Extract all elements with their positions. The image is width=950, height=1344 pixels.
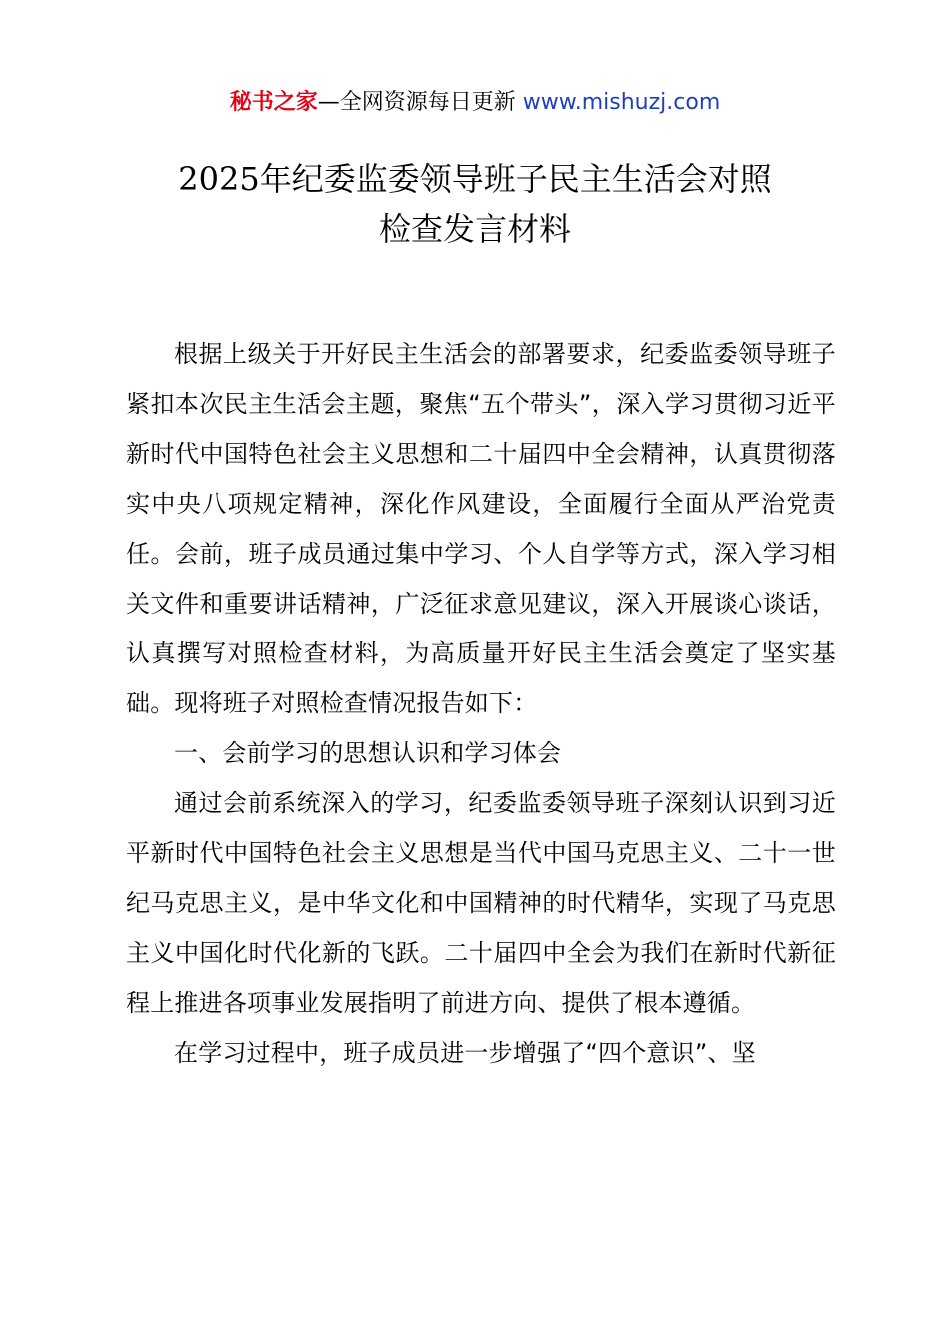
document-body: [126, 330, 836, 1079]
site-url-link[interactable]: www.mishuzj.com: [522, 90, 721, 115]
body-paragraph: 通过会前系统深入的学习，纪委监委领导班子深刻认识到习近平新时代中国特色社会主义思想是当代中国马克思主义、二十一世纪马克思主义，是中华文化和中国精神的时代精华，实现了马克思主义中国化时代化新的飞跃。二十届四中全会为我们在新时代新征程上推进各项事业发展指明了前进方向、提供了根本遵循。: [126, 789, 836, 1017]
body-paragraph: 在学习过程中，班子成员进一步增强了“四个意识”、坚: [174, 1038, 756, 1067]
brand-name: 秘书之家: [229, 90, 318, 115]
document-title: [110, 154, 840, 254]
section-heading: 一、会前学习的思想认识和学习体会: [174, 739, 562, 768]
intro-paragraph: 根据上级关于开好民主生活会的部署要求，纪委监委领导班子紧扣本次民主生活会主题，聚焦“五个带头”，深入学习贯彻习近平新时代中国特色社会主义思想和二十届四中全会精神，认真贯彻落实中央八项规定精神，深化作风建设，全面履行全面从严治党责任。会前，班子成员通过集中学习、个人自学等方式，深入学习相关文件和重要讲话精神，广泛征求意见建议，深入开展谈心谈话，认真撰写对照检查材料，为高质量开好民主生活会奠定了坚实基础。现将班子对照检查情况报告如下：: [126, 340, 836, 718]
title-line-2: 检查发言材料: [378, 210, 571, 248]
header-tagline: —全网资源每日更新: [317, 90, 523, 115]
site-header: [0, 86, 950, 120]
title-line-1: 2025年纪委监委领导班子民主生活会对照: [178, 160, 772, 198]
